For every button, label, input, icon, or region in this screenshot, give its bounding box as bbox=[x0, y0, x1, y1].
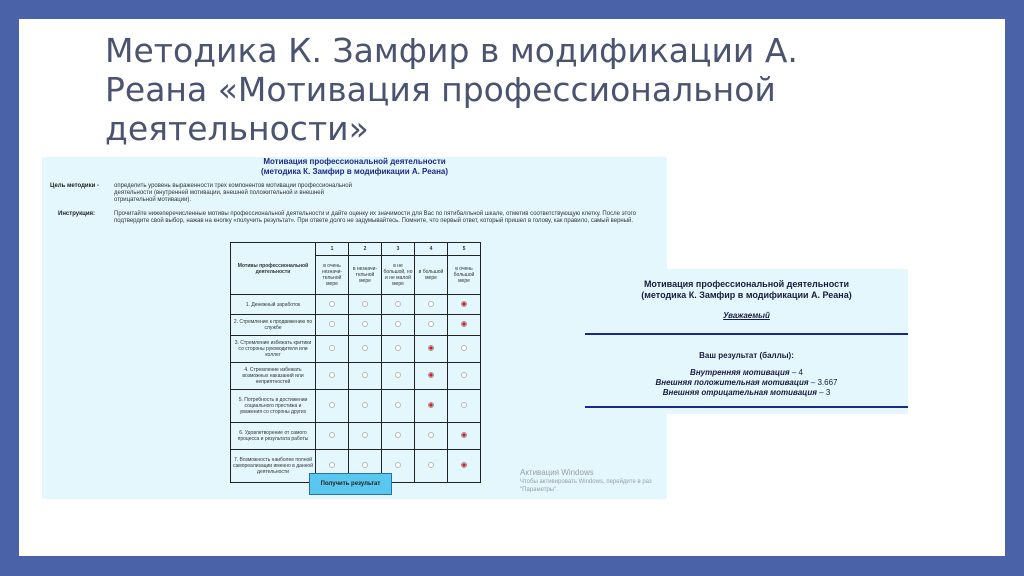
scale-description: в очень незначи-тельной мере bbox=[316, 256, 349, 295]
result-screenshot bbox=[585, 269, 908, 414]
rating-cell bbox=[316, 295, 349, 315]
scale-description: в незначи-тельной мере bbox=[349, 256, 382, 295]
motive-rows bbox=[231, 295, 481, 483]
rating-radio[interactable] bbox=[329, 402, 335, 408]
rating-radio[interactable] bbox=[395, 432, 401, 438]
rating-cell bbox=[349, 390, 382, 423]
table-row bbox=[231, 423, 481, 450]
instruction-text: Прочитайте нижеперечисленные мотивы профессиональной деятельности и дайте оценку их значимости для Вас по пятибалльной шкале, отметив соответствующую клетку. После этого подтвердите свой выбор, нажав на кнопку «получить результат». При ответе долго не задумывайтесь. Помните, что первый ответ, который пришел в голову, как правило, самый верный. bbox=[114, 211, 636, 224]
rating-radio[interactable] bbox=[329, 432, 335, 438]
table-row bbox=[231, 315, 481, 336]
rating-cell bbox=[382, 390, 415, 423]
motive-label: 3. Стремление избежать критики со стороны руководителя или коллег bbox=[231, 336, 316, 363]
rating-cell bbox=[415, 450, 448, 483]
form-title-line2: (методика К. Замфир в модификации А. Реана) bbox=[260, 167, 449, 176]
rating-cell bbox=[382, 336, 415, 363]
rating-radio[interactable] bbox=[428, 372, 434, 378]
rating-radio[interactable] bbox=[362, 301, 368, 307]
rating-radio[interactable] bbox=[362, 402, 368, 408]
scale-number: 1 bbox=[316, 243, 349, 256]
rating-radio[interactable] bbox=[428, 301, 434, 307]
rating-radio[interactable] bbox=[329, 372, 335, 378]
windows-activation-watermark bbox=[520, 468, 652, 494]
rating-cell bbox=[349, 423, 382, 450]
get-result-button[interactable]: Получить результат bbox=[309, 473, 392, 495]
motives-table bbox=[230, 242, 481, 483]
rating-cell bbox=[448, 390, 481, 423]
rating-cell bbox=[448, 336, 481, 363]
rating-radio[interactable] bbox=[329, 301, 335, 307]
rating-cell bbox=[349, 363, 382, 390]
goal-label: Цель методики - bbox=[50, 183, 99, 189]
result-title-line1: Мотивация профессиональной деятельности bbox=[643, 279, 850, 289]
rating-radio[interactable] bbox=[395, 462, 401, 468]
rating-cell bbox=[415, 423, 448, 450]
motive-label: 7. Возможность наиболее полной самореализации именно в данной деятельности bbox=[231, 450, 316, 483]
rating-radio[interactable] bbox=[362, 345, 368, 351]
scale-description: в большой мере bbox=[415, 256, 448, 295]
table-row bbox=[231, 295, 481, 315]
scale-number: 3 bbox=[382, 243, 415, 256]
motive-label: 6. Удовлетворение от самого процесса и результата работы bbox=[231, 423, 316, 450]
divider bbox=[585, 333, 908, 335]
motive-column-header: Мотивы профессиональной деятельности bbox=[231, 243, 316, 295]
result-title bbox=[585, 279, 908, 301]
goal-text: определить уровень выраженности трех компонентов мотивации профессиональной деятельности (внутренней мотивации, внешней положительной и внешней отрицательной мотивации). bbox=[114, 183, 352, 203]
rating-cell bbox=[382, 363, 415, 390]
rating-radio[interactable] bbox=[428, 402, 434, 408]
rating-cell bbox=[448, 363, 481, 390]
result-title-line2: (методика К. Замфир в модификации А. Реана) bbox=[641, 290, 852, 300]
rating-radio[interactable] bbox=[395, 301, 401, 307]
rating-radio[interactable] bbox=[395, 402, 401, 408]
scale-number: 5 bbox=[448, 243, 481, 256]
result-line-external-negative bbox=[585, 388, 908, 397]
rating-radio[interactable] bbox=[428, 432, 434, 438]
rating-radio[interactable] bbox=[461, 345, 467, 351]
rating-radio[interactable] bbox=[395, 372, 401, 378]
result-label: Внешняя положительная мотивация bbox=[655, 378, 809, 387]
result-value: – 3.667 bbox=[808, 378, 838, 387]
rating-radio[interactable] bbox=[329, 321, 335, 327]
rating-radio[interactable] bbox=[362, 432, 368, 438]
form-title-line1: Мотивация профессиональной деятельности bbox=[263, 157, 446, 166]
result-heading: Ваш результат (баллы): bbox=[699, 351, 794, 360]
watermark-line: Чтобы активировать Windows, перейдите в раз bbox=[520, 479, 652, 485]
watermark-title: Активация Windows bbox=[520, 468, 594, 477]
rating-cell bbox=[415, 315, 448, 336]
rating-cell bbox=[382, 295, 415, 315]
rating-radio[interactable] bbox=[461, 402, 467, 408]
questionnaire-screenshot bbox=[42, 157, 667, 499]
motive-label: 4. Стремление избежать возможных наказаний или неприятностей bbox=[231, 363, 316, 390]
rating-cell bbox=[349, 336, 382, 363]
rating-radio[interactable] bbox=[461, 432, 467, 438]
form-title bbox=[42, 157, 667, 177]
result-label: Внешняя отрицательная мотивация bbox=[662, 388, 817, 397]
table-row bbox=[231, 363, 481, 390]
result-value: – 4 bbox=[789, 368, 803, 377]
rating-radio[interactable] bbox=[428, 462, 434, 468]
instruction-label: Инструкция: bbox=[58, 211, 96, 217]
result-line-external-positive bbox=[585, 378, 908, 387]
rating-radio[interactable] bbox=[329, 345, 335, 351]
rating-radio[interactable] bbox=[428, 321, 434, 327]
rating-radio[interactable] bbox=[395, 321, 401, 327]
rating-radio[interactable] bbox=[395, 345, 401, 351]
rating-cell bbox=[415, 363, 448, 390]
motive-label: 5. Потребность в достижении социального престижа и уважения со стороны других bbox=[231, 390, 316, 423]
watermark-line: "Параметры". bbox=[520, 487, 558, 493]
scale-number: 4 bbox=[415, 243, 448, 256]
result-line-internal bbox=[585, 368, 908, 377]
scale-description: в не большой, но и не малой мере bbox=[382, 256, 415, 295]
rating-cell bbox=[316, 363, 349, 390]
rating-radio[interactable] bbox=[362, 462, 368, 468]
rating-cell bbox=[448, 315, 481, 336]
rating-cell bbox=[316, 315, 349, 336]
result-label: Внутренняя мотивация bbox=[690, 368, 790, 377]
rating-cell bbox=[415, 336, 448, 363]
rating-radio[interactable] bbox=[461, 462, 467, 468]
rating-cell bbox=[415, 390, 448, 423]
rating-radio[interactable] bbox=[461, 321, 467, 327]
result-value: – 3 bbox=[816, 388, 831, 397]
divider bbox=[585, 406, 908, 408]
table-row bbox=[231, 336, 481, 363]
rating-radio[interactable] bbox=[362, 372, 368, 378]
rating-cell bbox=[349, 295, 382, 315]
slide bbox=[19, 19, 1005, 556]
rating-cell bbox=[316, 423, 349, 450]
motive-label: 2. Стремление к продвижению по службе bbox=[231, 315, 316, 336]
rating-cell bbox=[382, 423, 415, 450]
motive-label: 1. Денежный заработок bbox=[231, 295, 316, 315]
table-row bbox=[231, 390, 481, 423]
rating-cell bbox=[349, 315, 382, 336]
rating-cell bbox=[316, 390, 349, 423]
rating-radio[interactable] bbox=[428, 345, 434, 351]
rating-radio[interactable] bbox=[362, 321, 368, 327]
scale-description: в очень большой мере bbox=[448, 256, 481, 295]
rating-cell bbox=[448, 450, 481, 483]
result-greeting: Уважаемый bbox=[723, 311, 770, 320]
rating-cell bbox=[382, 315, 415, 336]
rating-radio[interactable] bbox=[461, 372, 467, 378]
rating-radio[interactable] bbox=[461, 301, 467, 307]
rating-cell bbox=[415, 295, 448, 315]
scale-number: 2 bbox=[349, 243, 382, 256]
rating-cell bbox=[316, 336, 349, 363]
slide-title: Методика К. Замфир в модификации А. Реана «Мотивация профессиональной деятельности» bbox=[105, 31, 798, 148]
rating-radio[interactable] bbox=[329, 462, 335, 468]
rating-cell bbox=[448, 423, 481, 450]
rating-cell bbox=[448, 295, 481, 315]
